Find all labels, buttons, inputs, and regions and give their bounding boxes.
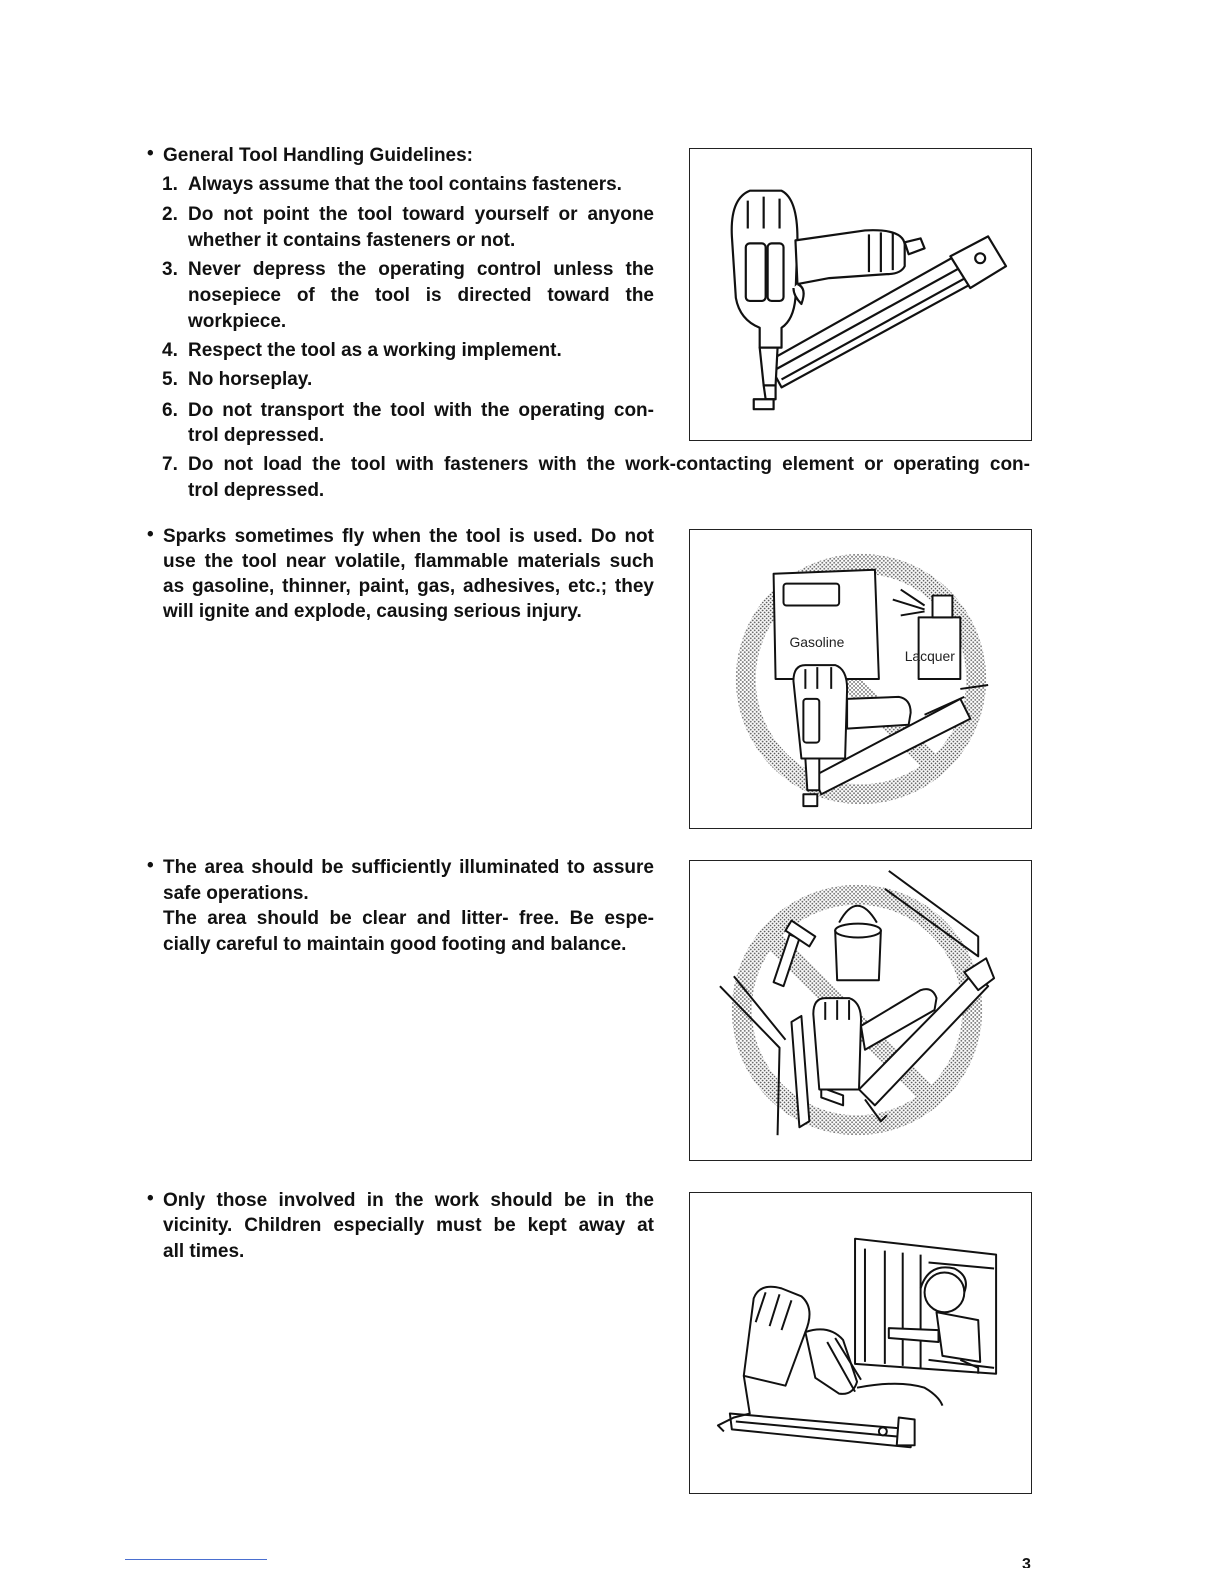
- footer-rule: [125, 1559, 267, 1560]
- item-number: 3.: [162, 259, 178, 280]
- item-number: 4.: [162, 340, 178, 361]
- item-text: Do not load the tool with fasteners with the work-contacting element or operating con-: [188, 454, 1030, 475]
- item-number: 7.: [162, 454, 178, 475]
- item-text: Do not point the tool toward yourself or anyone: [188, 204, 654, 225]
- item-text: trol depressed.: [188, 425, 325, 446]
- item-number: 5.: [162, 369, 178, 390]
- paragraph-line: The area should be sufficiently illuminated to assure: [163, 857, 654, 878]
- paragraph-line: as gasoline, thinner, paint, gas, adhesives, etc.; they: [163, 576, 654, 597]
- page-number: 3: [1022, 1556, 1031, 1568]
- flammable-materials-illustration: [689, 529, 1032, 829]
- item-text: trol depressed.: [188, 480, 325, 501]
- cluttered-area-illustration: [689, 860, 1032, 1161]
- paragraph-line: safe operations.: [163, 883, 309, 904]
- lacquer-label: Lacquer: [904, 648, 955, 665]
- child-near-nailer-drawing: [690, 1193, 1031, 1493]
- nail-gun-drawing: [690, 149, 1031, 440]
- item-text: Never depress the operating control unless the: [188, 259, 654, 280]
- item-number: 2.: [162, 204, 178, 225]
- item-text: workpiece.: [188, 311, 287, 332]
- bullet: •: [147, 524, 154, 545]
- item-text: Always assume that the tool contains fasteners.: [188, 174, 622, 195]
- paragraph-line: Sparks sometimes fly when the tool is used. Do not: [163, 526, 654, 547]
- bullet: •: [147, 855, 154, 876]
- paragraph-line: use the tool near volatile, flammable materials such: [163, 551, 654, 572]
- paragraph-line: all times.: [163, 1241, 245, 1262]
- paragraph-line: vicinity. Children especially must be kept away at: [163, 1215, 654, 1236]
- paragraph-line: The area should be clear and litter- free. Be espe-: [163, 908, 654, 929]
- paragraph-line: cially careful to maintain good footing and balance.: [163, 934, 627, 955]
- item-text: whether it contains fasteners or not.: [188, 230, 516, 251]
- prohibited-clutter-drawing: [690, 861, 1031, 1160]
- item-number: 1.: [162, 174, 178, 195]
- bullet: •: [147, 143, 154, 164]
- prohibited-flammables-drawing: [690, 530, 1031, 828]
- gasoline-label: Gasoline: [789, 634, 845, 651]
- item-text: Respect the tool as a working implement.: [188, 340, 562, 361]
- paragraph-line: Only those involved in the work should be in the: [163, 1190, 654, 1211]
- item-number: 6.: [162, 400, 178, 421]
- item-text: No horseplay.: [188, 369, 313, 390]
- guidelines-heading: General Tool Handling Guidelines:: [163, 145, 474, 166]
- bullet: •: [147, 1188, 154, 1209]
- child-safety-illustration: [689, 1192, 1032, 1494]
- item-text: Do not transport the tool with the operating con-: [188, 400, 654, 421]
- paragraph-line: will ignite and explode, causing serious injury.: [163, 601, 582, 622]
- nailer-illustration: [689, 148, 1032, 441]
- item-text: nosepiece of the tool is directed toward the: [188, 285, 654, 306]
